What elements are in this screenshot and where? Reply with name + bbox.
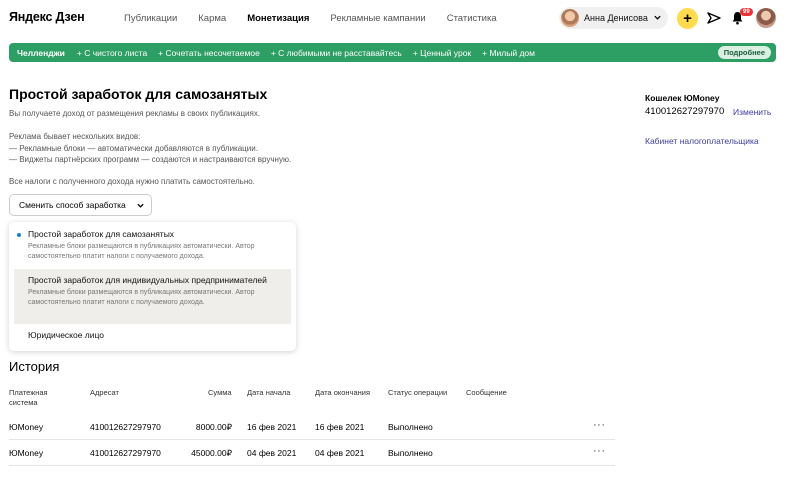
nav-karma[interactable]: Карма <box>198 13 227 24</box>
challenges-bar <box>9 43 776 62</box>
user-name: Анна Денисова <box>584 13 648 23</box>
column-header-payment-system: Платежная система <box>9 388 48 407</box>
option-description: Рекламные блоки размещаются в публикациях автоматически. Автор самостоятельно платит налоги с получаемого дохода. <box>28 243 255 260</box>
page-subtitle: Вы получаете доход от размещения рекламы в своих публикациях. <box>9 109 261 118</box>
zen-logo[interactable] <box>9 10 85 24</box>
user-menu[interactable] <box>559 7 668 29</box>
logo-text: Яндекс Дзен <box>9 10 85 24</box>
option-self-employed[interactable] <box>14 229 291 261</box>
switch-button-label: Сменить способ заработка <box>19 200 126 210</box>
ad-types-line: — Рекламные блоки — автоматически добавляются в публикации. <box>9 143 258 153</box>
cell-status: Выполнено <box>388 422 433 432</box>
selected-dot-icon <box>17 233 21 237</box>
chevron-down-icon <box>136 201 145 210</box>
challenge-item[interactable]: + Ценный урок <box>412 47 472 58</box>
challenges-more-button[interactable]: Подробнее <box>718 46 771 59</box>
chevron-down-icon <box>653 13 662 22</box>
cell-start-date: 16 фев 2021 <box>247 422 297 432</box>
wallet-label: Кошелек ЮMoney <box>645 93 720 103</box>
ad-types-line: Реклама бывает нескольких видов: <box>9 132 141 141</box>
option-legal-entity[interactable] <box>14 330 291 340</box>
table-row <box>9 414 615 440</box>
cell-sum: 8000.00₽ <box>195 422 232 432</box>
challenge-item[interactable]: + С чистого листа <box>76 47 148 58</box>
cell-start-date: 04 фев 2021 <box>247 448 297 458</box>
notification-count-badge: 99 <box>740 8 753 16</box>
column-header-sum: Сумма <box>208 388 232 397</box>
option-title: Простой заработок для индивидуальных предпринимателей <box>28 275 267 285</box>
nav-monetization[interactable]: Монетизация <box>247 13 310 24</box>
top-header <box>0 0 790 38</box>
challenge-item[interactable]: + С любимыми не расставайтесь <box>270 47 402 58</box>
user-avatar <box>561 9 579 27</box>
earning-method-dropdown <box>9 222 296 351</box>
create-button[interactable]: + <box>677 8 698 29</box>
cell-sum: 45000.00₽ <box>191 448 232 458</box>
cell-status: Выполнено <box>388 448 433 458</box>
nav-statistics[interactable]: Статистика <box>446 13 497 24</box>
option-title: Юридическое лицо <box>28 330 105 340</box>
change-wallet-link[interactable]: Изменить <box>733 107 772 117</box>
history-title: История <box>9 359 60 374</box>
cell-recipient: 410012627297970 <box>90 448 161 458</box>
option-description: Рекламные блоки размещаются в публикациях автоматически. Автор самостоятельно платит налоги с получаемого дохода. <box>28 289 255 306</box>
challenge-item[interactable]: + Милый дом <box>482 47 536 58</box>
column-header-recipient: Адресат <box>90 388 119 397</box>
cell-end-date: 16 фев 2021 <box>315 422 365 432</box>
option-individual-entrepreneur[interactable] <box>14 269 291 324</box>
tax-note: Все налоги с полученного дохода нужно платить самостоятельно. <box>9 177 255 186</box>
column-header-end-date: Дата окончания <box>315 388 371 397</box>
cell-recipient: 410012627297970 <box>90 422 161 432</box>
option-title: Простой заработок для самозанятых <box>28 229 175 239</box>
cell-end-date: 04 фев 2021 <box>315 448 365 458</box>
row-menu-icon[interactable]: ··· <box>593 445 606 457</box>
ad-types-description <box>9 131 291 166</box>
wallet-number: 410012627297970 <box>645 106 725 117</box>
column-header-message: Сообщение <box>466 388 507 397</box>
send-icon[interactable] <box>707 11 721 25</box>
row-menu-icon[interactable]: ··· <box>593 419 606 431</box>
page-title: Простой заработок для самозанятых <box>9 86 268 102</box>
switch-earning-method-button[interactable] <box>9 194 152 216</box>
ad-types-line: — Виджеты партнёрских программ — создаются и настраиваются вручную. <box>9 155 292 164</box>
cell-system: ЮMoney <box>9 448 44 458</box>
nav-ad-campaigns[interactable]: Рекламные кампании <box>330 13 426 24</box>
main-nav <box>124 13 518 24</box>
taxpayer-cabinet-link[interactable]: Кабинет налогоплательщика <box>645 136 759 146</box>
challenges-title: Челленджи <box>17 47 65 58</box>
account-avatar[interactable] <box>756 8 776 28</box>
cell-system: ЮMoney <box>9 422 44 432</box>
challenge-item[interactable]: + Сочетать несочетаемое <box>158 47 260 58</box>
nav-publications[interactable]: Публикации <box>124 13 178 24</box>
table-row <box>9 440 615 466</box>
column-header-start-date: Дата начала <box>247 388 291 397</box>
column-header-status: Статус операции <box>388 388 448 397</box>
